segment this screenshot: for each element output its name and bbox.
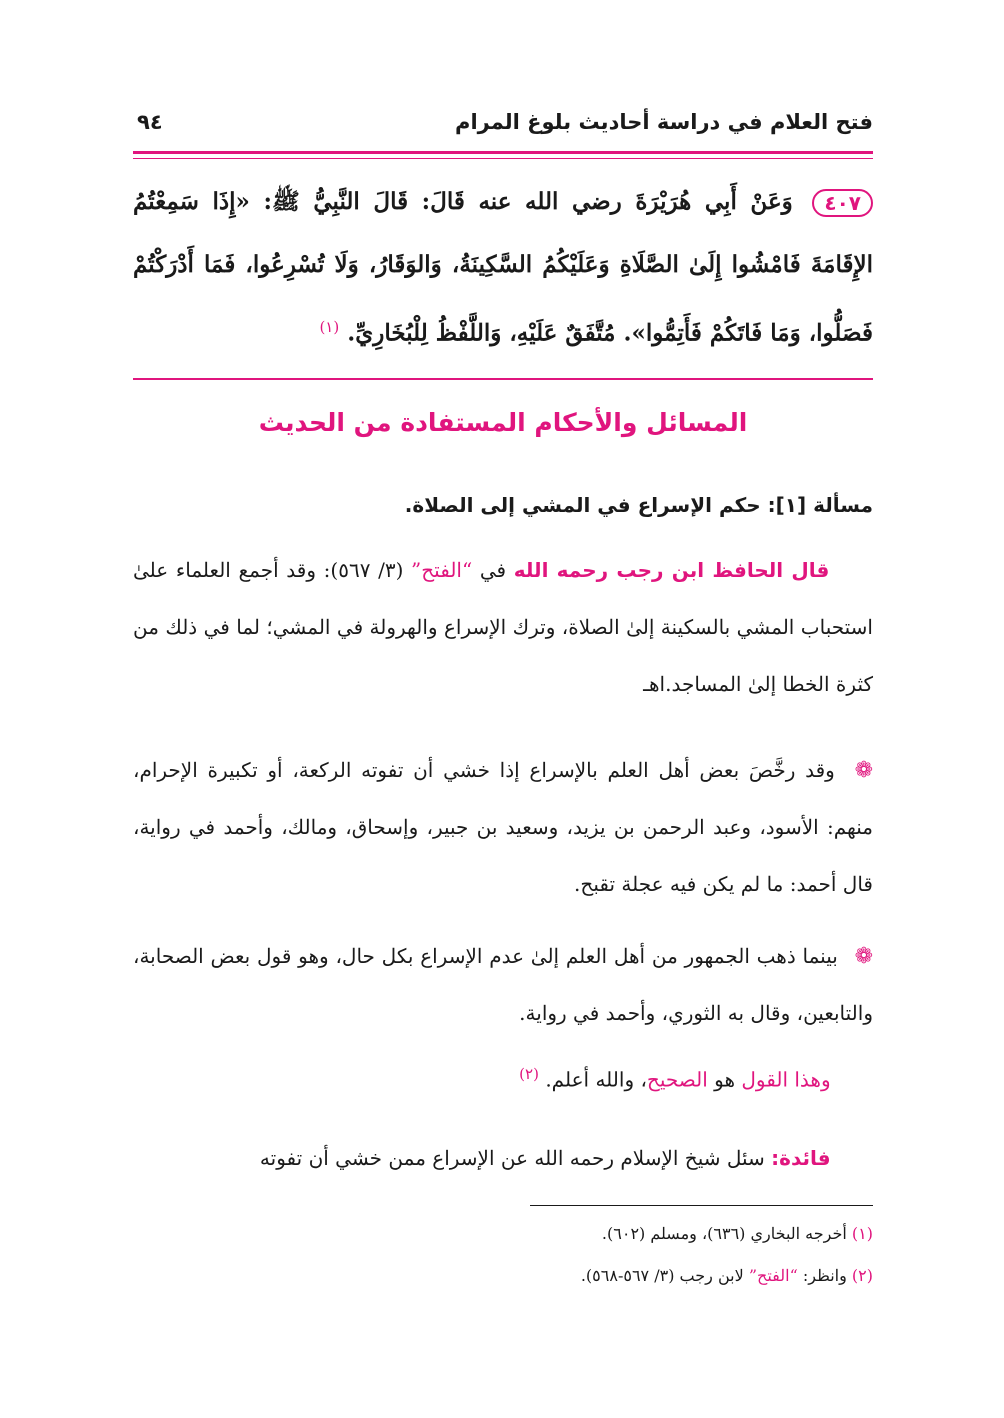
footnote-number: (٢) xyxy=(851,1266,873,1285)
footnote-text-pre: وانظر: xyxy=(802,1266,847,1285)
hadith-number-badge: ٤٠٧ xyxy=(812,189,873,217)
paragraph-text: سئل شيخ الإسلام رحمه الله عن الإسراع ممن خشي أن تفوته xyxy=(259,1146,765,1170)
hadith-bottom-rule xyxy=(133,378,873,380)
masala-label: مسألة [١]: xyxy=(767,493,873,517)
paragraph-ibn-rajab xyxy=(133,542,873,713)
flower-bullet-icon: ❁ xyxy=(854,758,874,783)
hadith-line-3: فَأَتِمُّوا». مُتَّفَقٌ عَلَيْهِ، وَاللَّفْظُ لِلْبُخَارِيِّ. xyxy=(347,319,702,347)
footnote-text-post: لابن رجب (٣/ ٥٦٧-٥٦٨). xyxy=(580,1266,744,1285)
page-number: ٩٤ xyxy=(137,110,163,134)
book-title: فتح العلام في دراسة أحاديث بلوغ المرام xyxy=(455,110,873,134)
faida-label: فائدة: xyxy=(771,1146,831,1170)
conclusion-highlight: الصحيح xyxy=(646,1067,708,1092)
source-prefix: في xyxy=(479,558,507,582)
footnote-source: “الفتح” xyxy=(748,1266,798,1285)
header-rule-thin xyxy=(133,158,873,159)
quoted-scholar: قال الحافظ ابن رجب رحمه الله xyxy=(513,558,830,582)
conclusion-pre: وهذا القول xyxy=(741,1067,831,1092)
masala-title: حكم الإسراع في المشي إلى الصلاة. xyxy=(404,493,761,517)
footnote-number: (١) xyxy=(851,1224,873,1243)
hadith-line-1: وَعَنْ أَبِي هُرَيْرَةَ رضي الله عنه قَالَ: قَالَ النَّبِيُّ ﷺ: «إِذَا سَمِعْتُمُ الإِقَامَةَ فَامْشُوا إِلَىٰ xyxy=(133,188,874,278)
hadith-footnote-ref: (١) xyxy=(319,318,340,336)
paragraph-text: وقد رخَّصَ بعض أهل العلم بالإسراع إذا خشي أن تفوته الركعة، أو تكبيرة الإحرام، منهم: الأسود، وعبد الرحمن بن يزيد، وسعيد بن جبير، وإسحاق، ومالك، وأحمد في رواية، قال أحمد: ما لم يكن فيه عجلة تقبح. xyxy=(133,758,873,896)
paragraph-text: وقد أجمع العلماء علىٰ استحباب المشي بالسكينة إلىٰ الصلاة، وترك الإسراع والهرولة في المشي؛ لما في ذلك من كثرة الخطا إلىٰ المساجد.اهـ xyxy=(133,558,873,696)
header-rule-thick xyxy=(133,151,873,154)
paragraph-text: بينما ذهب الجمهور من أهل العلم إلىٰ عدم الإسراع بكل حال، وهو قول بعض الصحابة، والتابعين، وقال به الثوري، وأحمد في رواية. xyxy=(133,944,873,1025)
paragraph-faida xyxy=(133,1130,873,1187)
conclusion-mid: هو xyxy=(714,1067,736,1092)
section-heading: المسائل والأحكام المستفادة من الحديث xyxy=(258,408,748,437)
source-ref: (٣/ ٥٦٧): xyxy=(323,558,404,582)
conclusion-post: ، والله أعلم. xyxy=(545,1067,647,1092)
source-title: “الفتح” xyxy=(411,558,473,582)
paragraph-jumhur xyxy=(133,928,873,1042)
hadith-line-2: الصَّلَاةِ وَعَلَيْكُمُ السَّكِينَةُ، وَالوَقَارُ، وَلَا تُسْرِعُوا، فَمَا أَدْرَكْتُمْ فَصَلُّوا، وَمَا فَاتَكُمْ xyxy=(133,251,873,347)
masala-heading xyxy=(133,493,873,517)
conclusion-footnote-ref: (٢) xyxy=(519,1065,539,1083)
footnote-1 xyxy=(133,1224,873,1243)
running-header xyxy=(133,110,873,148)
footnote-2 xyxy=(133,1266,873,1285)
footnote-rule xyxy=(530,1205,873,1206)
footnote-text: أخرجه البخاري (٦٣٦)، ومسلم (٦٠٢). xyxy=(601,1224,847,1243)
paragraph-conclusion xyxy=(133,1046,873,1109)
hadith-text xyxy=(133,170,873,365)
paragraph-rukhsa xyxy=(133,742,873,913)
flower-bullet-icon: ❁ xyxy=(854,944,874,969)
